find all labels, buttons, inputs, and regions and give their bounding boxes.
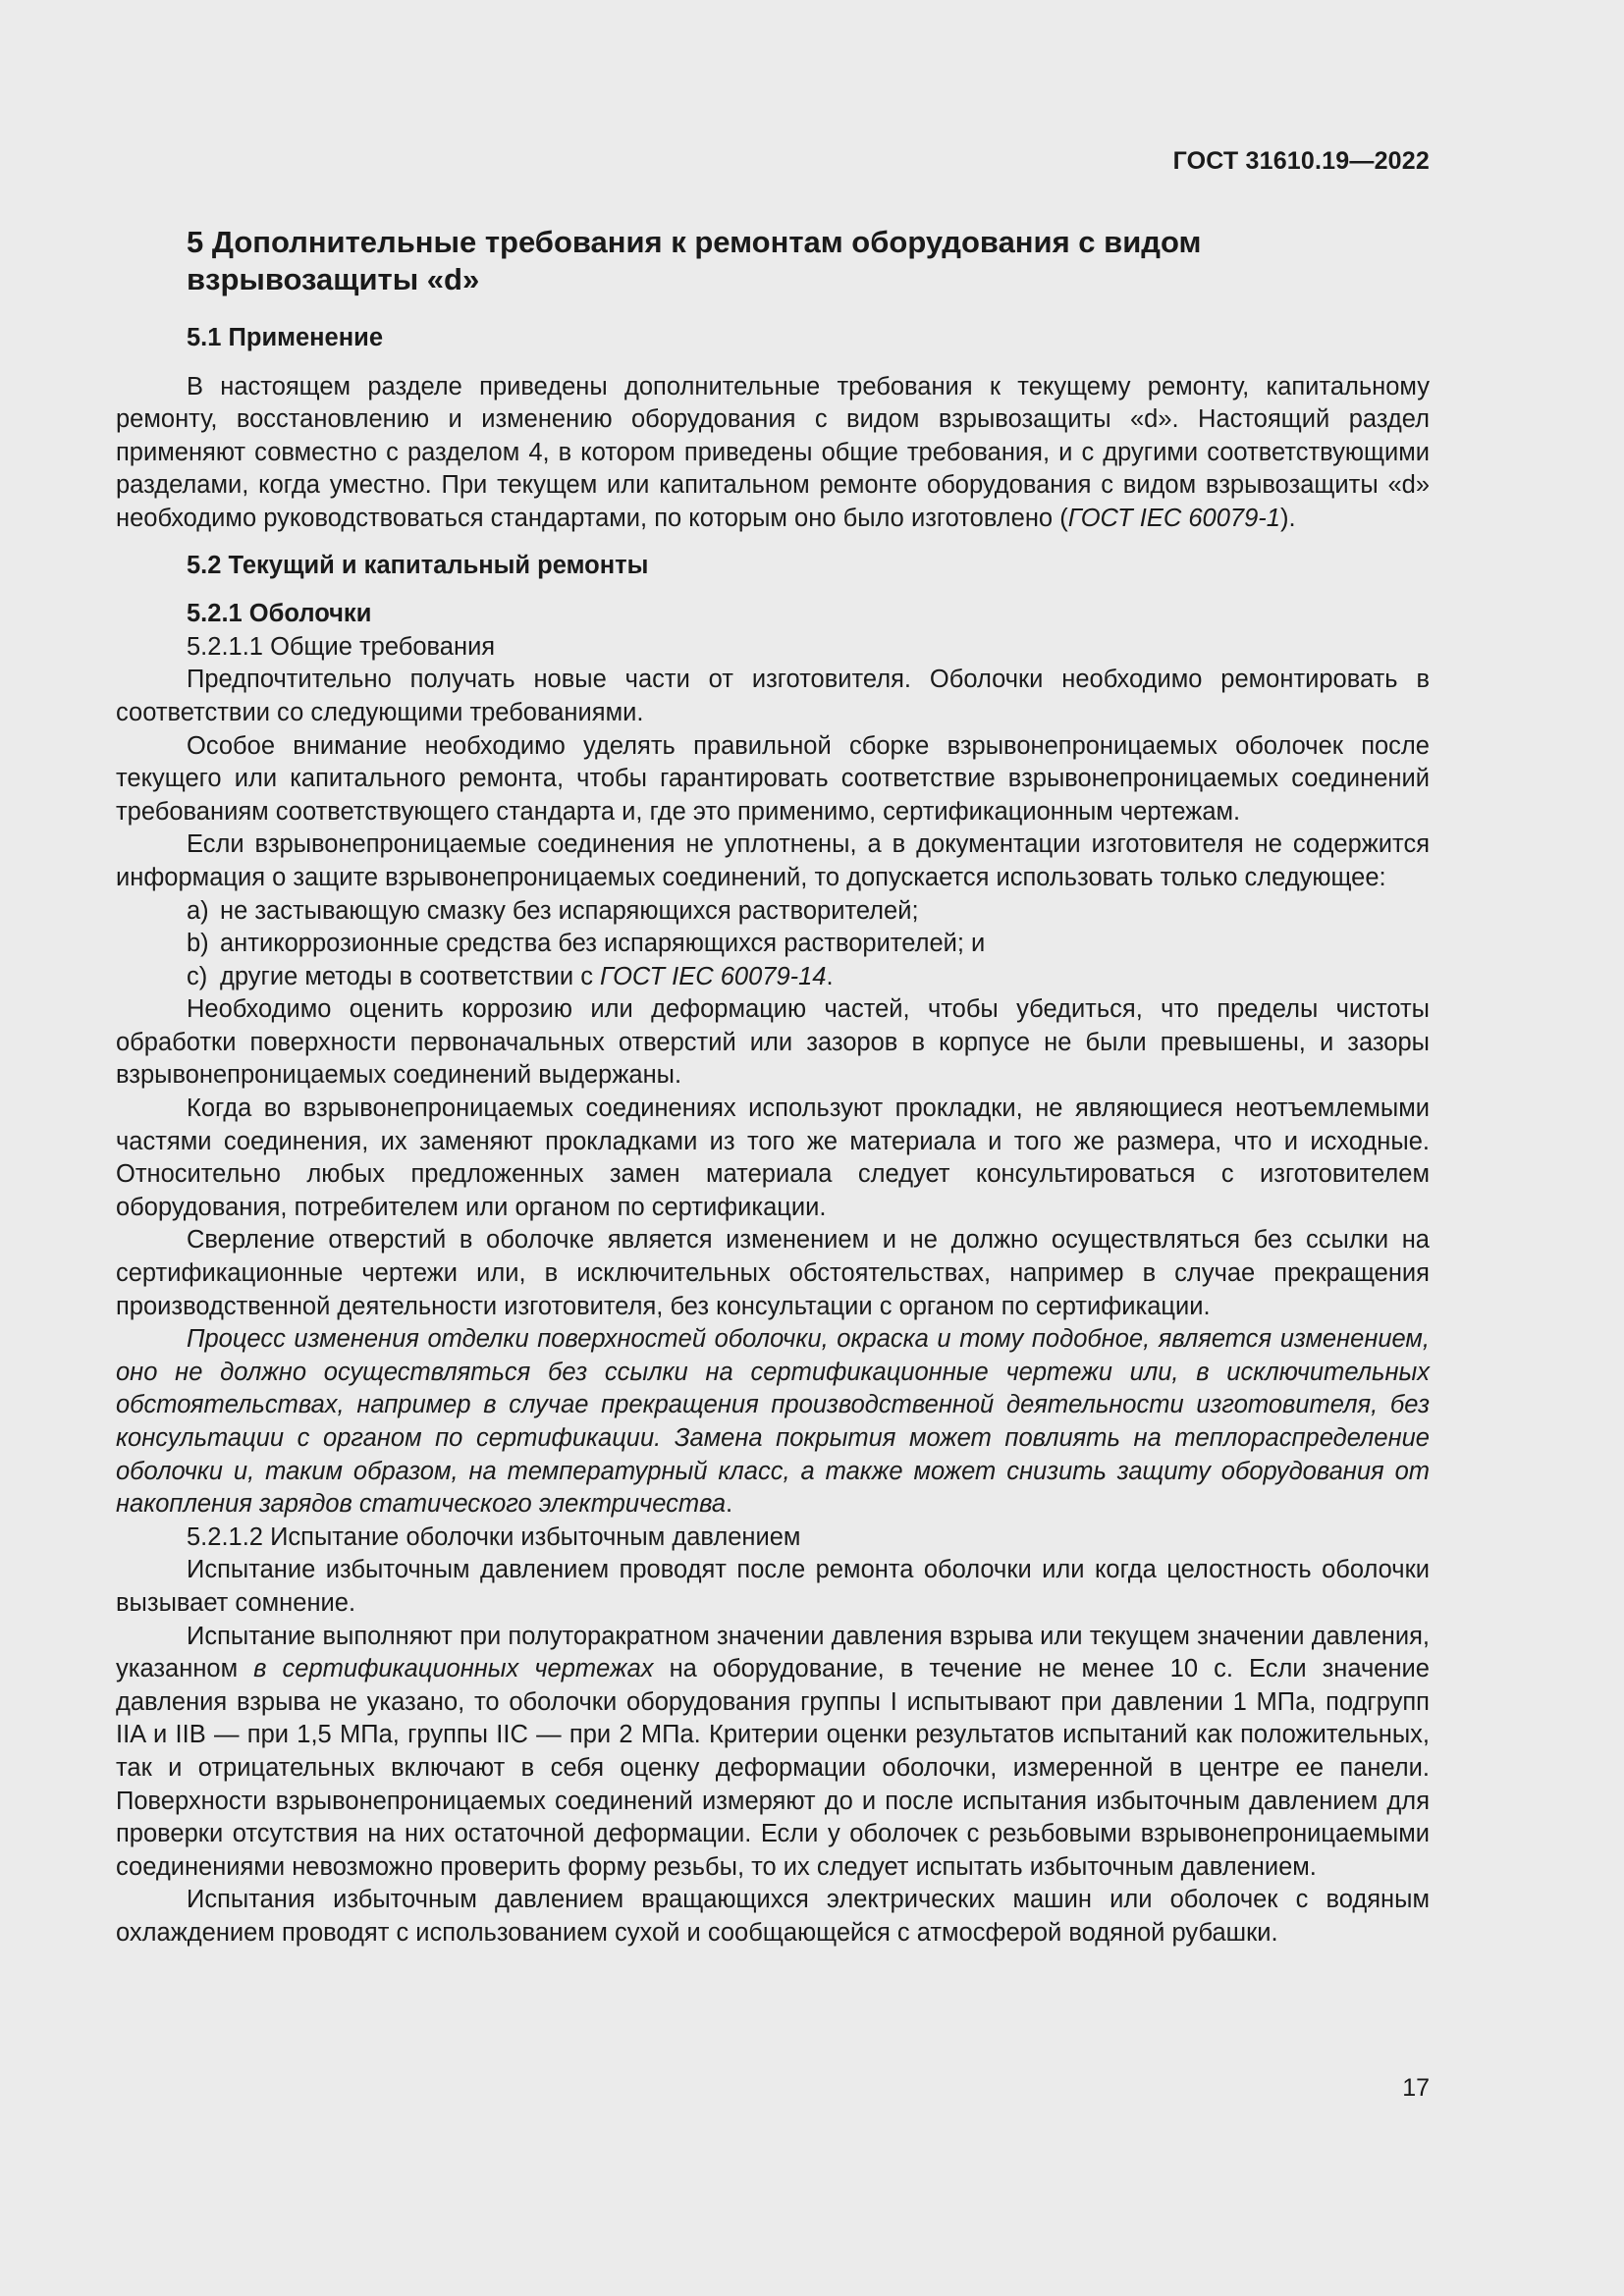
paragraph: Когда во взрывонепроницаемых соединениях используют прокладки, не являющиеся неотъемлемыми частями соединения, их заменяют прокладками из того же материала и того же размера, что и исходные. Относительно любых предложенных замен материала следует консультироваться с изготовителем оборудования, потребителем или органом по сертификации. bbox=[116, 1095, 1430, 1221]
document-body bbox=[116, 224, 1430, 1950]
section-5-2-1-2-title: 5.2.1.2 Испытание оболочки избыточным давлением bbox=[187, 1522, 801, 1551]
section-5-1-paragraph: В настоящем разделе приведены дополнительные требования к текущему ремонту, капитальному ремонту, восстановлению и изменению оборудования с видом взрывозащиты «d». Настоящий раздел применяют совместно с разделом 4, в котором приведены общие требования, и с другими соответствующими разделами, когда уместно. При текущем или капитальном ремонте оборудования с видом взрывозащиты «d» необходимо руководствоваться стандартами, по которым оно было изготовлено (ГОСТ IEC 60079-1). bbox=[116, 372, 1430, 532]
standard-reference: ГОСТ IEC 60079-1 bbox=[1067, 504, 1280, 532]
paragraph: Предпочтительно получать новые части от изготовителя. Оболочки необходимо ремонтировать в соответствии со следующими требованиями. bbox=[116, 666, 1430, 726]
document-code: ГОСТ 31610.19—2022 bbox=[1172, 147, 1430, 175]
italic-paragraph: Процесс изменения отделки поверхностей оболочки, окраска и тому подобное, является изменением, оно не должно осуществляться без ссылки на сертификационные чертежи или, в исключительных обстоятельствах, например в случае прекращения производственной деятельности изготовителя, без консультации с органом по сертификации. Замена покрытия может повлиять на теплораспределение оболочки и, таким образом, на температурный класс, а также может снизить защиту оборудования от накопления зарядов статического электричества. bbox=[116, 1325, 1430, 1519]
paragraph: Испытание выполняют при полуторакратном значении давления взрыва или текущем значении давления, указанном в сертификационных чертежах на оборудование, в течение не менее 10 с. Если значение давления взрыва не указано, то оболочки оборудования группы I испытывают при давлении 1 МПа, подгрупп IIA и IIB — при 1,5 МПа, группы IIC — при 2 МПа. Критерии оценки результатов испытаний как положительных, так и отрицательных включают в себя оценку деформации оболочки, измеренной в центре ее панели. Поверхности взрывонепроницаемых соединений измеряют до и после испытания избыточным давлением для проверки отсутствия на них остаточной деформации. Если у оболочек с резьбовыми взрывонепроницаемыми соединениями невозможно проверить форму резьбы, то их следует испытать избыточным давлением. bbox=[116, 1622, 1430, 1881]
section-5-title: 5 Дополнительные требования к ремонтам оборудования с видом взрывозащиты «d» bbox=[187, 225, 1202, 296]
paragraph: Испытание избыточным давлением проводят после ремонта оболочки или когда целостность оболочки вызывает сомнение. bbox=[116, 1556, 1430, 1617]
standard-reference: ГОСТ IEC 60079-14 bbox=[600, 962, 827, 990]
paragraph: Особое внимание необходимо уделять правильной сборке взрывонепроницаемых оболочек после текущего или капитального ремонта, чтобы гарантировать соответствие взрывонепроницаемых соединений требованиям соответствующего стандарта и, где это применимо, сертификационным чертежам. bbox=[116, 731, 1430, 826]
section-5-2-1-title: 5.2.1 Оболочки bbox=[187, 600, 372, 628]
paragraph: Если взрывонепроницаемые соединения не уплотнены, а в документации изготовителя не содержится информация о защите взрывонепроницаемых соединений, то допускается использовать только следующее: bbox=[116, 830, 1430, 891]
list-item-b: b) антикоррозионные средства без испаряющихся растворителей; и bbox=[187, 930, 986, 958]
page-number: 17 bbox=[1402, 2074, 1430, 2102]
list-item-a: a) не застывающую смазку без испаряющихся растворителей; bbox=[187, 896, 919, 925]
list-item-c: c) другие методы в соответствии с ГОСТ IEC 60079-14. bbox=[187, 962, 834, 990]
section-5-2-title: 5.2 Текущий и капитальный ремонты bbox=[187, 551, 649, 579]
paragraph: Испытания избыточным давлением вращающихся электрических машин или оболочек с водяным охлаждением проводят с использованием сухой и сообщающейся с атмосферой водяной рубашки. bbox=[116, 1886, 1430, 1947]
section-5-2-1-1-title: 5.2.1.1 Общие требования bbox=[187, 632, 496, 661]
section-5-1-title: 5.1 Применение bbox=[187, 324, 384, 351]
paragraph: Сверление отверстий в оболочке является изменением и не должно осуществляться без ссылки на сертификационные чертежи или, в исключительных обстоятельствах, например в случае прекращения производственной деятельности изготовителя, без консультации с органом по сертификации. bbox=[116, 1226, 1430, 1320]
paragraph: Необходимо оценить коррозию или деформацию частей, чтобы убедиться, что пределы чистоты обработки поверхности первоначальных отверстий или зазоров в корпусе не были превышены, и зазоры взрывонепроницаемых соединений выдержаны. bbox=[116, 995, 1430, 1090]
